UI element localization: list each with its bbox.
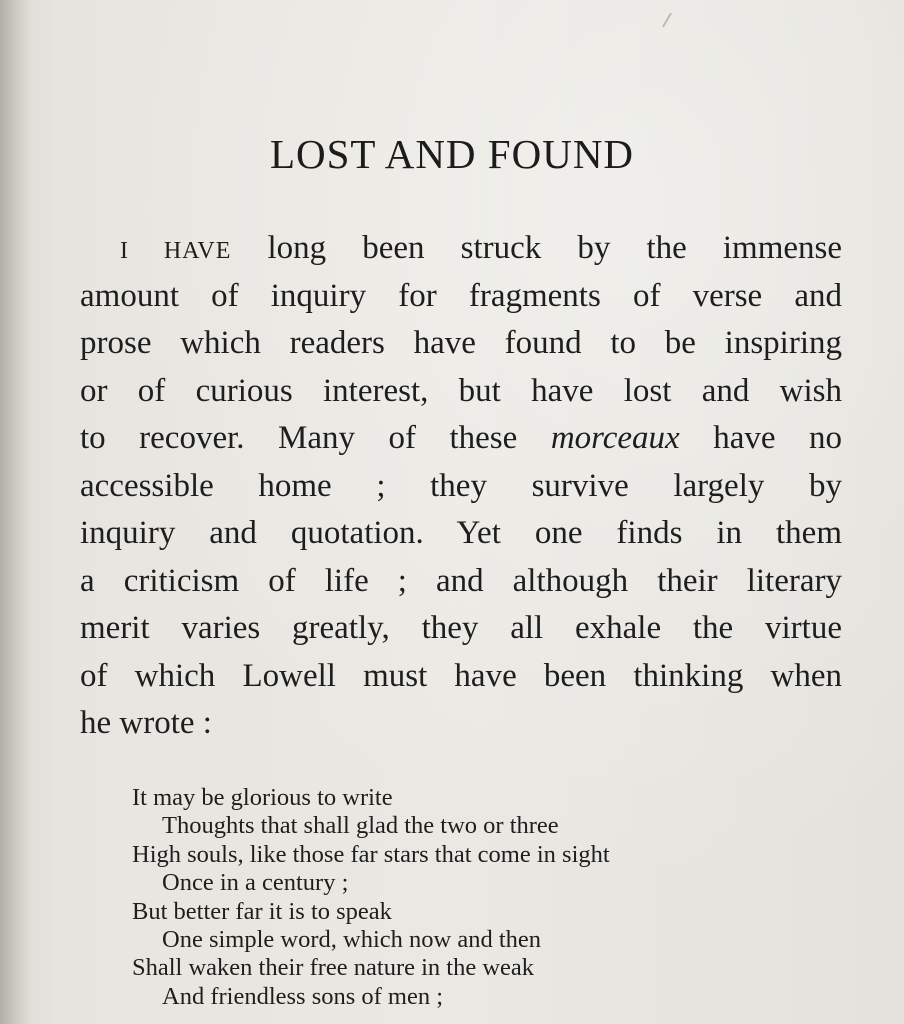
paragraph-line-4: or of curious interest, but have lost and wish bbox=[80, 372, 842, 409]
quoted-poem bbox=[132, 784, 832, 1011]
poem-line: High souls, like those far stars that come in sight bbox=[132, 840, 610, 868]
paragraph-line-11: he wrote : bbox=[80, 705, 212, 741]
paragraph-line-1: I HAVE long been struck by the immense bbox=[120, 230, 843, 266]
paragraph-line-6: accessible home ; they survive largely by bbox=[80, 467, 842, 504]
poem-line: Shall waken their free nature in the weak bbox=[132, 954, 535, 982]
poem-line: It may be glorious to write bbox=[132, 784, 393, 811]
paragraph-line-8: a criticism of life ; and although their literary bbox=[80, 562, 842, 599]
poem-line: Thoughts that shall glad the two or three bbox=[162, 812, 559, 840]
poem-line: But better far it is to speak bbox=[132, 897, 392, 925]
chapter-heading: LOST AND FOUND bbox=[269, 131, 635, 177]
italic-term: morceaux bbox=[550, 420, 680, 456]
opening-small-caps: I HAVE bbox=[120, 238, 232, 264]
paragraph-line-7: inquiry and quotation. Yet one finds in them bbox=[80, 515, 842, 551]
poem-line: One simple word, which now and then bbox=[162, 925, 541, 953]
poem-line: And friendless sons of men ; bbox=[162, 982, 444, 1010]
paragraph-line-5: to recover. Many of these morceaux have no bbox=[80, 420, 842, 456]
paragraph-line-9: merit varies greatly, they all exhale the virtue bbox=[80, 610, 842, 646]
paper-mark bbox=[662, 13, 672, 28]
paragraph-line-10: of which Lowell must have been thinking when bbox=[80, 657, 842, 694]
poem-line: Once in a century ; bbox=[162, 869, 349, 897]
paragraph-line-3: prose which readers have found to be inspiring bbox=[80, 325, 842, 361]
body-paragraph bbox=[80, 225, 842, 748]
paragraph-line-2: amount of inquiry for fragments of verse and bbox=[80, 277, 842, 314]
